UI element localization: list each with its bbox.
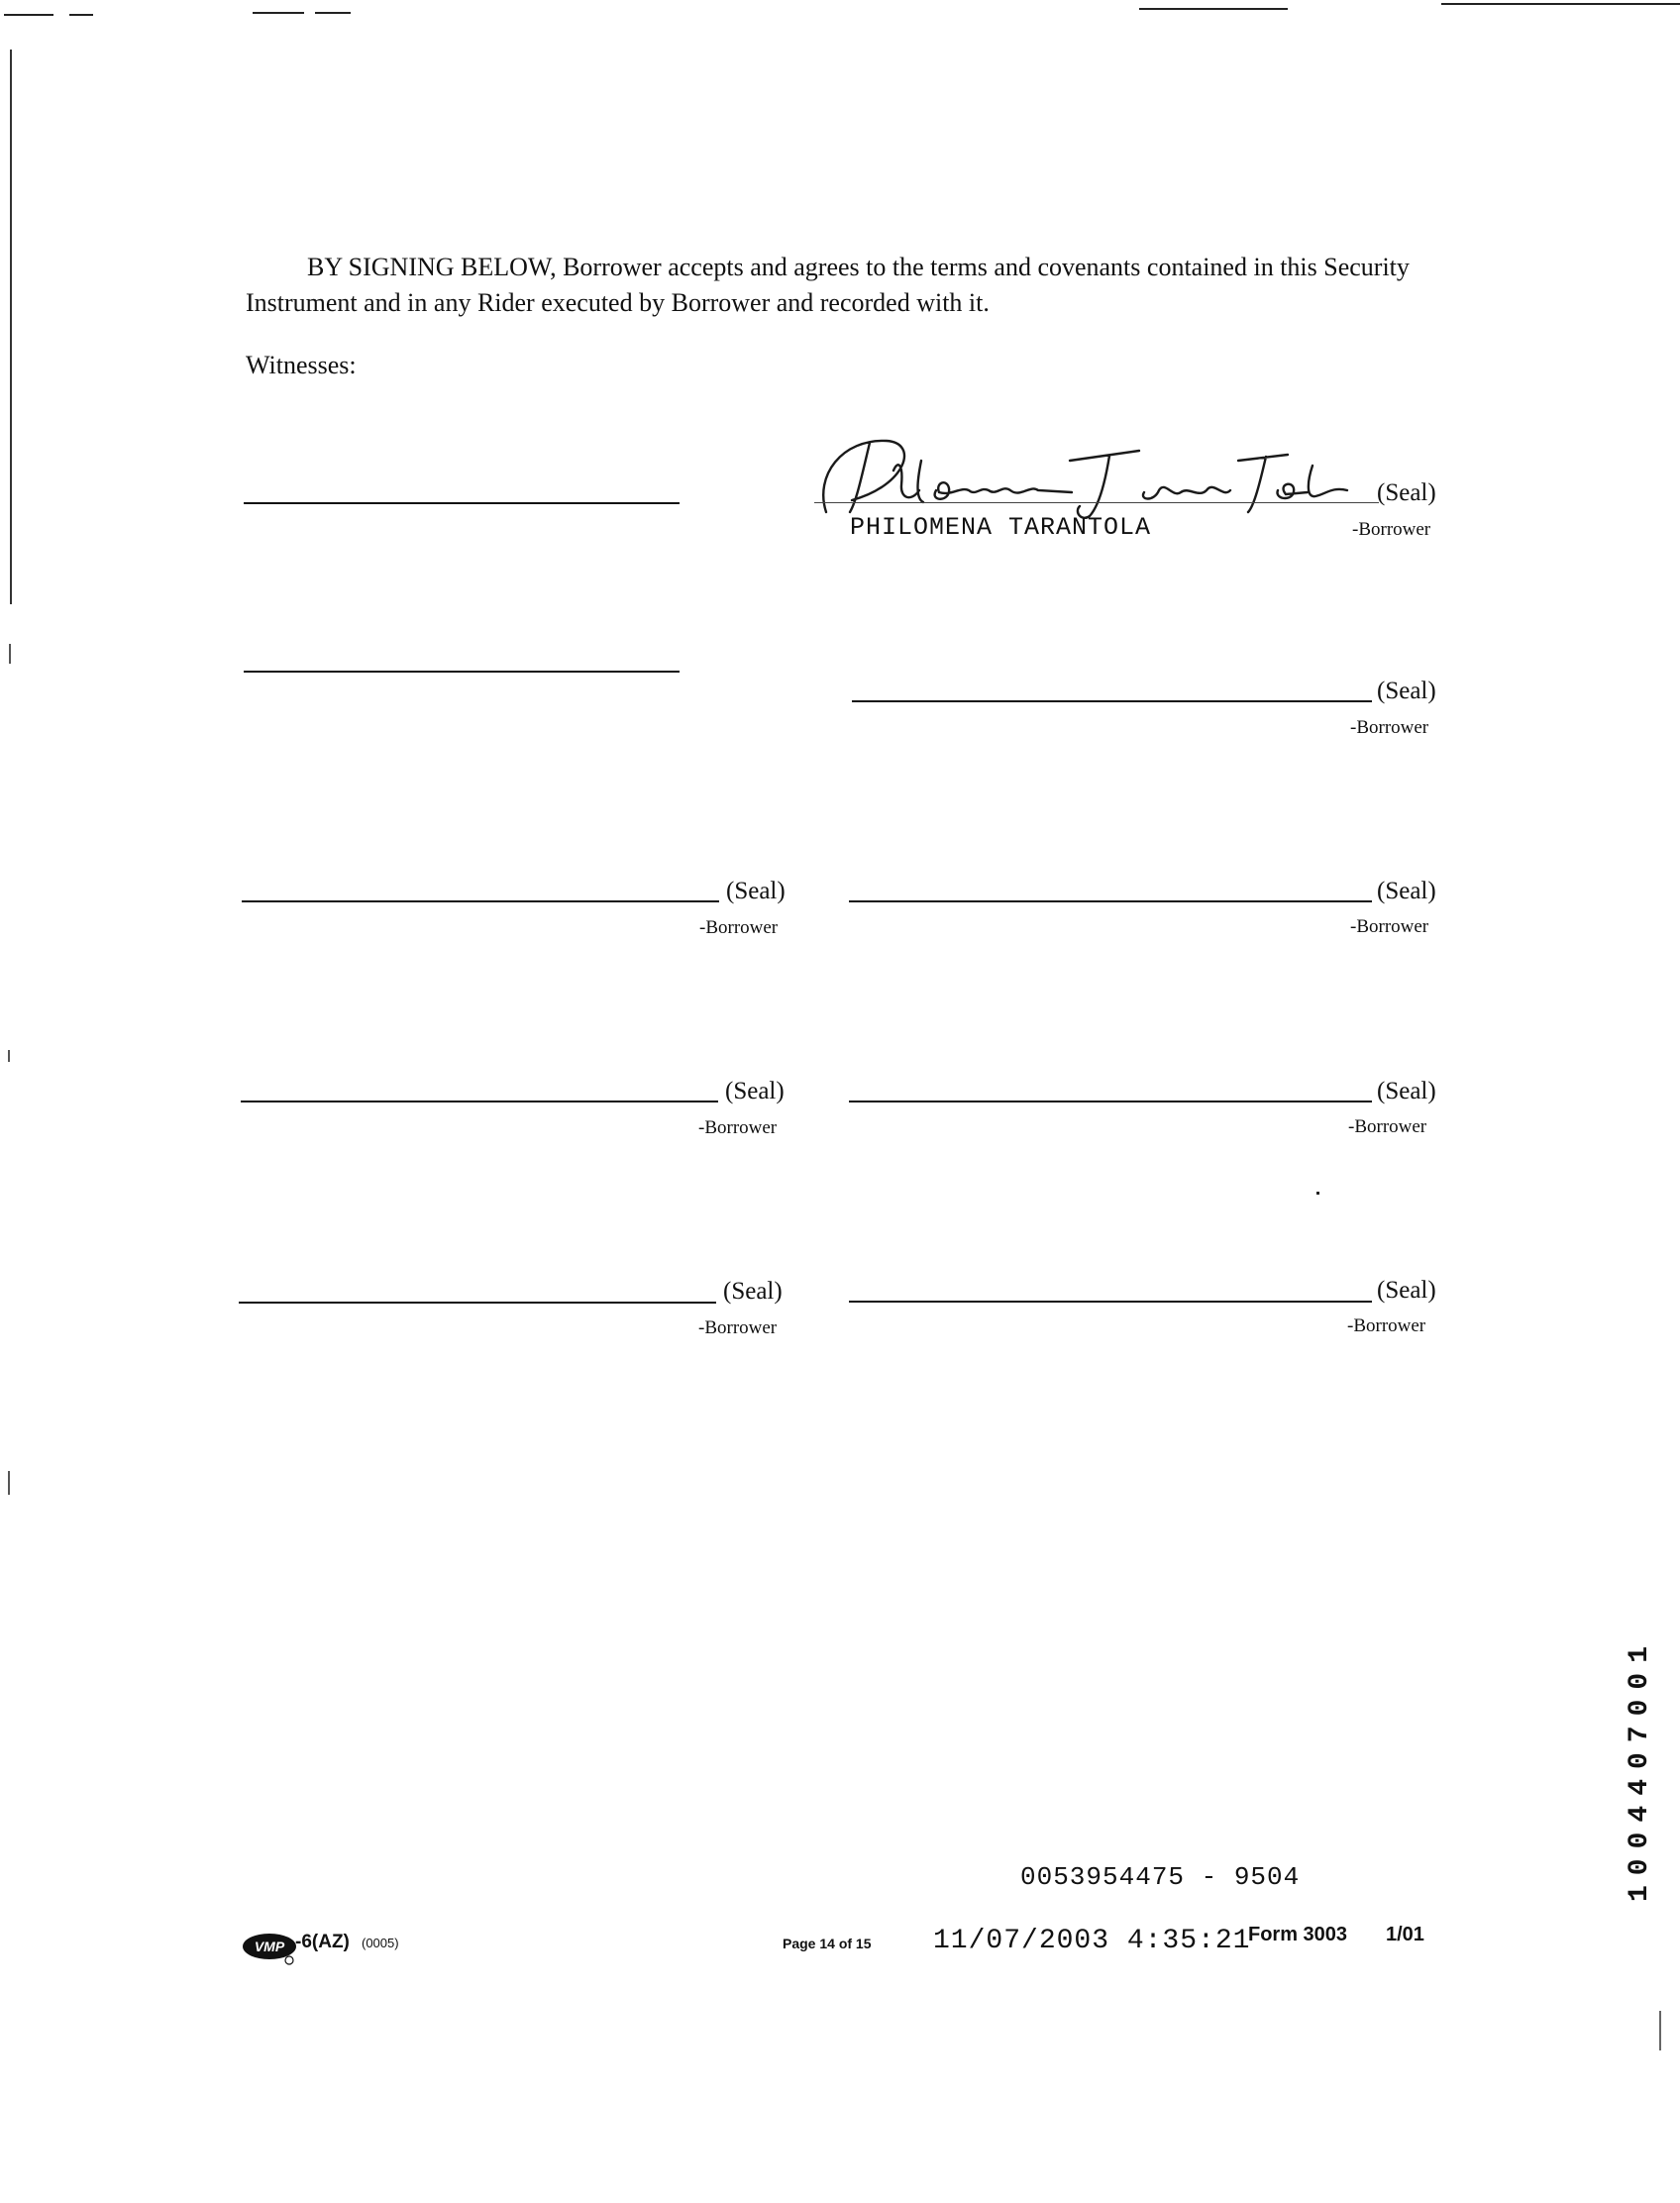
scan-speck (1316, 1192, 1319, 1195)
borrower-printed-name: PHILOMENA TARANTOLA (850, 513, 1152, 542)
borrower-role-label: -Borrower (698, 1117, 778, 1138)
margin-code (1625, 1575, 1664, 1902)
seal-label: (Seal) (725, 1078, 785, 1104)
seal-label: (Seal) (1377, 1277, 1436, 1304)
scan-mark (8, 1471, 10, 1495)
scan-mark (253, 12, 304, 14)
scan-mark (1659, 2011, 1661, 2050)
seal-label: (Seal) (726, 878, 786, 904)
borrower-role-label: -Borrower (1350, 717, 1429, 738)
witness-signature-line-2 (244, 671, 680, 673)
borrower-role-label: -Borrower (1352, 519, 1431, 540)
seal-label: (Seal) (723, 1278, 783, 1305)
scan-mark (1139, 8, 1288, 10)
seal-label: (Seal) (1377, 1078, 1436, 1104)
seal-label: (Seal) (1377, 678, 1436, 704)
borrower-role-label: -Borrower (1348, 1116, 1427, 1137)
borrower-role-label: -Borrower (1350, 916, 1429, 937)
vmp-logo-text: VMP (254, 1939, 285, 1954)
borrower-role-label: -Borrower (1347, 1315, 1426, 1336)
scan-mark (1441, 3, 1680, 5)
scan-mark (69, 14, 93, 16)
witness-signature-line-1 (244, 502, 680, 504)
borrower-signature-line-7 (239, 1302, 716, 1304)
scan-mark (8, 1050, 10, 1062)
borrower-signature-line-1 (814, 502, 1379, 503)
borrower-role-label: -Borrower (699, 917, 779, 938)
signing-statement (246, 250, 1449, 321)
loan-number: 0053954475 - 9504 (1020, 1862, 1301, 1892)
scan-mark (315, 12, 351, 14)
signing-statement-text: Borrower accepts and agrees to the terms and covenants contained in this Security Instrument and in any Rider executed by Borrower and recorded with it. (246, 253, 1410, 317)
borrower-signature-line-5 (241, 1101, 718, 1102)
vmp-logo (242, 1932, 301, 1965)
borrower-signature-line-2 (852, 700, 1372, 702)
print-timestamp: 11/07/2003 4:35:21 (933, 1926, 1251, 1956)
scan-edge-line (10, 50, 12, 604)
scan-mark (4, 14, 53, 16)
seal-label: (Seal) (1377, 479, 1436, 506)
seal-label: (Seal) (1377, 878, 1436, 904)
borrower-role-label: -Borrower (698, 1317, 778, 1338)
form-version: (0005) (362, 1936, 399, 1950)
page-indicator: Page 14 of 15 (783, 1936, 872, 1951)
scan-mark (9, 644, 11, 664)
borrower-signature-line-6 (849, 1101, 1372, 1102)
witnesses-label: Witnesses: (246, 351, 357, 379)
vmp-logo-icon (242, 1932, 301, 1965)
form-code: -6(AZ) (295, 1932, 350, 1952)
signing-statement-lead: BY SIGNING BELOW, (307, 253, 557, 281)
form-date: 1/01 (1386, 1924, 1424, 1945)
borrower-signature-line-3 (242, 900, 719, 902)
margin-code-text: 1004407001 (1625, 1635, 1655, 1902)
borrower-signature-line-8 (849, 1301, 1372, 1303)
form-number: Form 3003 (1248, 1924, 1348, 1945)
borrower-signature-line-4 (849, 900, 1372, 902)
